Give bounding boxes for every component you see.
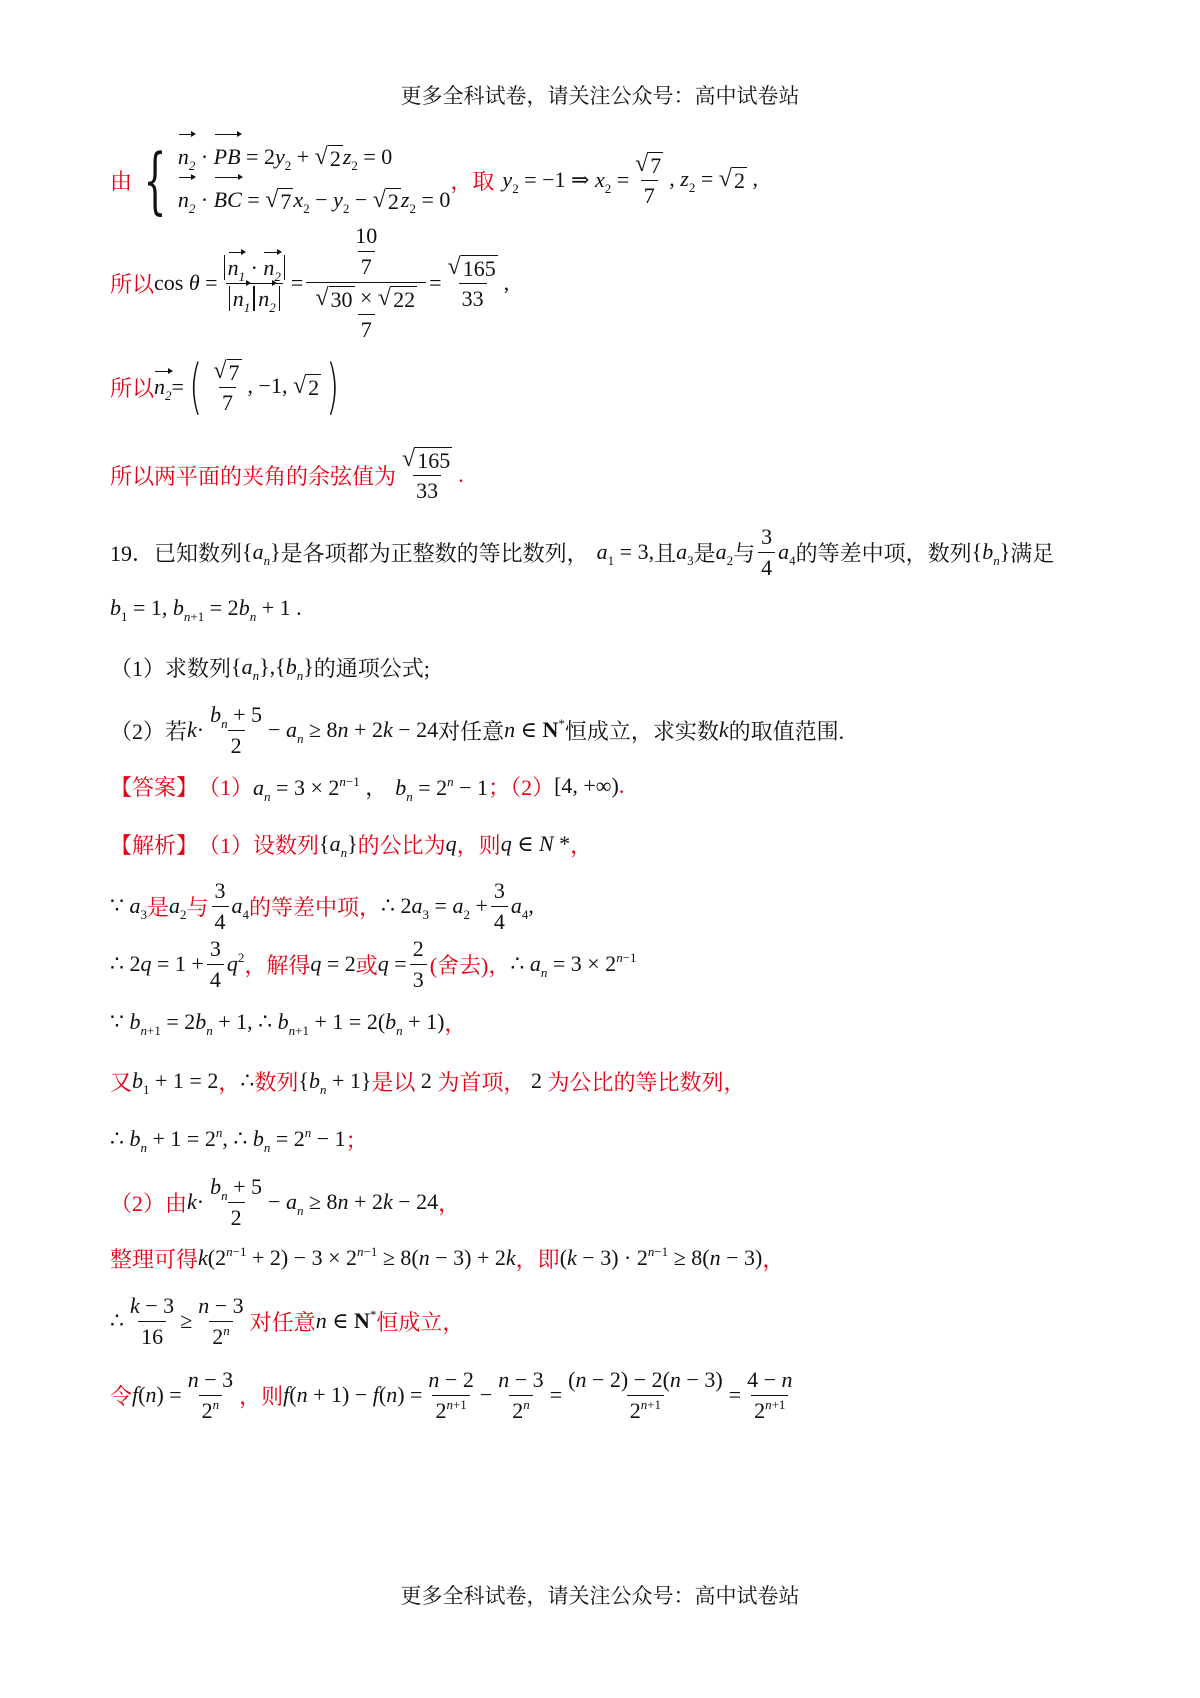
analysis-line3: ∴ 2q = 1 + $\frac{3}{4}$ $q^2$ ，解得 q = 2 或 q = $\frac{2}{3}$ (舍去)， ∴ $a_n = 3 \times 2^{n-1}$ <box>110 935 637 992</box>
problem-19-line1: 19． 已知数列 $\{a_n\}$ 是各项都为正整数的等比数列， $a_1 = 3$, 且 $a_3$ 是 $a_2$ 与 $\frac{3}{4}$ $a_4$ 的等差中项，数列 $\{b_n\}$ 满足 <box>110 523 1055 580</box>
answer-line: 【答案】 （1） $a_n = 3 \times 2^{n-1}$ ， $b_n = 2^n - 1$ ；（2） [4, +∞) . <box>110 768 624 804</box>
frac-sqrt7-7: √ 7 7 <box>635 150 662 209</box>
answer-tag: 【答案】 <box>110 774 199 800</box>
label-qu: ，取 <box>450 168 495 194</box>
label-you: 由 <box>110 168 133 194</box>
frac-sqrt165-33-a: √ 165 33 <box>447 253 496 312</box>
take-y2: $y_2 = -1$ ⇒ $x_2$ = <box>502 167 630 196</box>
n2-vector-line: 所以 $n_2$ = ( √ 7 7 , −1, √ 2 ) <box>110 352 340 422</box>
label-suoyi-2: 所以 <box>110 375 155 401</box>
problem-number: 19． <box>110 540 155 566</box>
cos-theta-line: 所以 cos θ = $\frac{n_1 \cdot n_2}{n_1 n_2}$ = $\frac{10}{7}$ √ 30 × √ 22 7 = √ 165 33 , <box>110 222 510 343</box>
frac-complex: $\frac{10}{7}$ √ 30 × √ 22 7 <box>306 223 426 343</box>
left-brace: { <box>143 138 167 222</box>
analysis-line4: ∵ $b_{n+1} = 2b_n + 1$, ∴ $b_{n+1} + 1 = 2(b_n + 1)$ ， <box>110 1009 467 1038</box>
page-footer: 更多全科试卷，请关注公众号：高中试卷站 <box>400 1584 800 1608</box>
frac-sqrt165-33-b: √ 165 33 <box>402 445 451 504</box>
frac-cos-dot: $\frac{n_1 \cdot n_2}{n_1 n_2}$ <box>221 255 288 312</box>
conclusion-line: 所以两平面的夹角的余弦值为 √ 165 33 . <box>110 445 464 504</box>
label-conclusion: 所以两平面的夹角的余弦值为 <box>110 463 397 489</box>
analysis-part2-line1: （2）由 k · $\frac{b_n + 5}{2}$ − $a_n \ge 8n + 2k - 24$ ， <box>110 1173 461 1230</box>
equation-system-line: 由 { $n_2$ · PB = $2y_2$ + √ 2 $z_2 = 0$ $n_2$ · BC = √ 7 $x_2 - y_2$ − √ 2 $z_2 = 0$ ，取 $y_2 = -1$ ⇒ $x_2$ = √ 7 7 , $z_2$ = √ 2 , <box>110 138 758 222</box>
eq-n2-pb: $n_2$ · PB = $2y_2$ + √ 2 $z_2 = 0$ <box>178 137 451 180</box>
analysis-line2: ∵ $a_3$ 是 $a_2$ 与 $\frac{3}{4}$ $a_4$ 的等差中项， ∴ $2a_3 = a_2$ + $\frac{3}{4}$ $a_4$, <box>110 877 534 934</box>
analysis-part2-line2: 整理可得 $k(2^{n-1} + 2) - 3 \times 2^{n-1} \ge 8(n - 3) + 2k$ ，即 $(k - 3) \cdot 2^{n-1} \ge 8(n - 3)$ ， <box>110 1244 785 1272</box>
analysis-line1: 【解析】 （1）设数列 $\{a_n\}$ 的公比为 q ，则 q ∈ N * ， <box>110 826 592 862</box>
analysis-part2-line3: ∴ $\frac{k - 3}{16}$ ≥ $\frac{n - 3}{2^n}$ 对任意 n ∈ N* 恒成立， <box>110 1292 465 1349</box>
analysis-line6: ∴ $b_n + 1 = 2^n$, ∴ $b_n = 2^n - 1$ ； <box>110 1125 368 1155</box>
page-header: 更多全科试卷，请关注公众号：高中试卷站 <box>400 84 800 108</box>
analysis-part2-line4: 令 f(n) = $\frac{n - 3}{2^n}$ ，则 f(n + 1) − f(n) = $\frac{n - 2}{2^{n+1}}$ − $\frac{n - 3}{2^n}$ = $\frac{(n - 2) - 2(n - 3)}{2^{n+1}}$ = $\frac{4 - n}{2^{n+1}}$ <box>110 1366 793 1423</box>
equation-system <box>178 137 451 223</box>
analysis-tag: 【解析】 <box>110 832 199 858</box>
problem-19-part2: （2）若 k · $\frac{b_n + 5}{2}$ − $a_n \ge 8n + 2k - 24$ 对任意 n ∈ N* 恒成立，求实数 k 的取值范围. <box>110 701 845 758</box>
analysis-line5: 又 $b_1 + 1 = 2$ ， ∴ 数列 $\{b_n + 1\}$ 是以 2 为首项， 2 为公比的等比数列， <box>110 1068 746 1097</box>
problem-19-line2: $b_1 = 1$, $b_{n+1} = 2b_n + 1$ . <box>110 595 302 624</box>
problem-19-part1: （1）求数列 $\{a_n\},\{b_n\}$ 的通项公式; <box>110 654 430 683</box>
eq-n2-bc: $n_2$ · BC = √ 7 $x_2 - y_2$ − √ 2 $z_2 = 0$ <box>178 180 451 223</box>
label-suoyi-1: 所以 <box>110 271 155 297</box>
